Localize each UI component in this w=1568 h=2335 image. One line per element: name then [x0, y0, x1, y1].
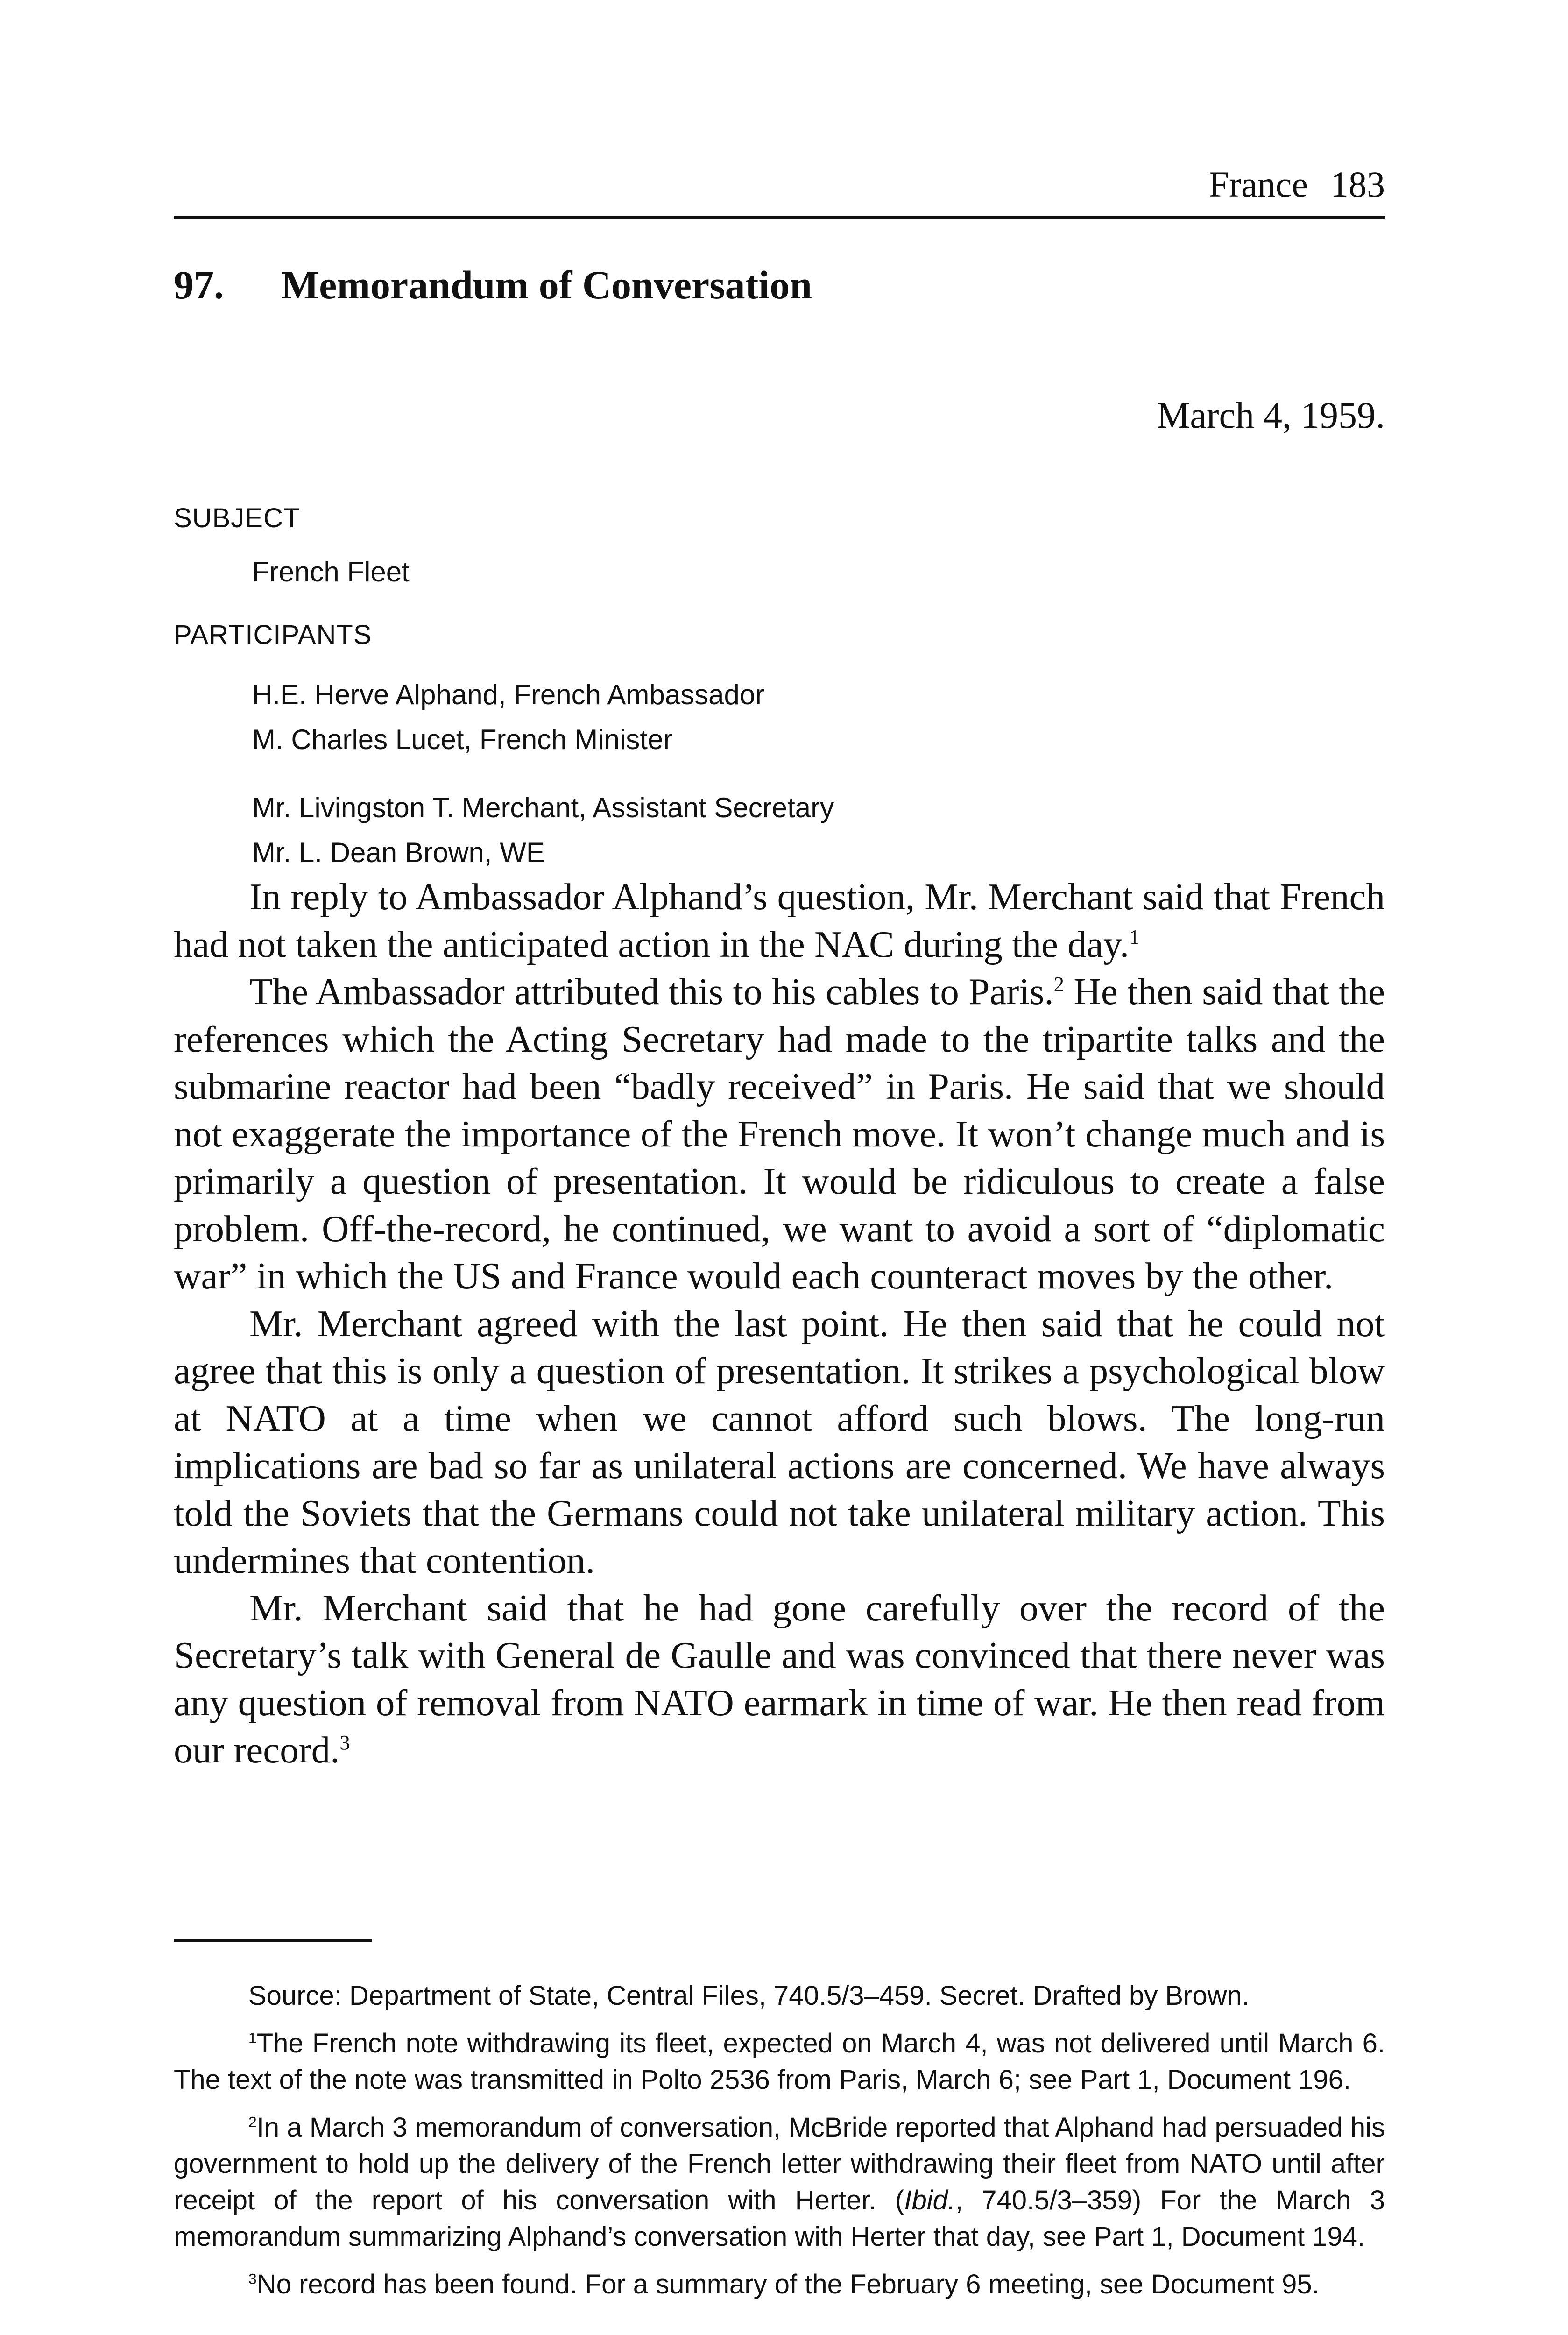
- participants-list: [252, 672, 834, 899]
- footnote-italic: Ibid.: [904, 2185, 955, 2215]
- footnote-mark: 2: [248, 2113, 257, 2130]
- subject-value: French Fleet: [252, 556, 410, 587]
- document-title: Memorandum of Conversation: [281, 262, 812, 307]
- participant: Mr. Livingston T. Merchant, Assistant Secretary: [252, 792, 834, 823]
- participant: H.E. Herve Alphand, French Ambassador: [252, 679, 765, 710]
- source-note: Source: Department of State, Central Files, 740.5/3–459. Secret. Drafted by Brown.: [248, 1981, 1250, 2011]
- participant: Mr. L. Dean Brown, WE: [252, 837, 545, 868]
- paragraph: [174, 873, 1385, 968]
- body-text: [174, 873, 1385, 1774]
- footnote-text: In a March 3 memorandum of conversation, McBride reported that Alphand had persuaded his government to hold up the delivery of the French letter withdrawing their fleet from NATO until after receipt of the report of his conversation with Herter. (: [174, 2112, 1385, 2215]
- participants-label: PARTICIPANTS: [174, 620, 372, 650]
- participants-french: [252, 672, 834, 762]
- footnote-rule: [174, 1939, 372, 1942]
- footnote-ref: 2: [1053, 972, 1064, 996]
- document-date: March 4, 1959.: [1157, 395, 1385, 436]
- footnote-text: The French note withdrawing its fleet, expected on March 4, was not delivered until March 6. The text of the note was transmitted in Polto 2536 from Paris, March 6; see Part 1, Document 196.: [174, 2028, 1385, 2095]
- footnote-ref: 3: [339, 1731, 350, 1754]
- footnote: [174, 2266, 1385, 2303]
- header-rule: [174, 216, 1385, 219]
- paragraph: Mr. Merchant agreed with the last point. He then said that he could not agree that this is only a question of presentation. It strikes a psychological blow at NATO at a time when we cannot afford such blows. The long-run implications are bad so far as unilateral actions are concerned. We have always told the Soviets that the Germans could not take unilateral military action. This undermines that contention.: [174, 1302, 1385, 1581]
- paragraph: [174, 968, 1385, 1300]
- document-number: 97.: [174, 262, 224, 307]
- page-number: 183: [1330, 164, 1385, 205]
- paragraph-text: In reply to Ambassador Alphand’s question, Mr. Merchant said that French had not taken the anticipated action in the NAC during the day.: [174, 876, 1385, 965]
- footnote: [174, 2025, 1385, 2098]
- footnote-text: No record has been found. For a summary of the February 6 meeting, see Document 95.: [256, 2269, 1320, 2300]
- paragraph-text: Mr. Merchant said that he had gone carefully over the record of the Secretary’s talk with General de Gaulle and was convinced that there never was any question of removal from NATO earmark in time of war. He then read from our record.: [174, 1586, 1385, 1771]
- participants-american: [252, 785, 834, 875]
- footnote: [174, 2109, 1385, 2255]
- footnote-mark: 1: [248, 2029, 257, 2046]
- footnotes: [174, 1978, 1385, 2314]
- paragraph: [174, 1585, 1385, 1774]
- footnote-ref: 1: [1129, 925, 1140, 948]
- paragraph-text: He then said that the references which the Acting Secretary had made to the tripartite talks and the submarine reactor had been “badly received” in Paris. He said that we should not exaggerate the importance of the French move. It won’t change much and is primarily a question of presentation. It would be ridiculous to create a false problem. Off-the-record, he continued, we want to avoid a sort of “diplomatic war” in which the US and France would each counteract moves by the other.: [174, 970, 1385, 1297]
- participant: M. Charles Lucet, French Minister: [252, 724, 673, 755]
- paragraph-text: The Ambassador attributed this to his cables to Paris.: [249, 970, 1054, 1012]
- document-heading: [174, 259, 812, 311]
- footnote-mark: 3: [248, 2270, 257, 2287]
- running-head-section: France: [1208, 164, 1308, 205]
- subject-label: SUBJECT: [174, 503, 301, 533]
- running-head: [174, 161, 1385, 208]
- footnote-text: , 740.5/3–359) For the March 3 memorandum summarizing Alphand’s conversation with Herter that day, see Part 1, Document 194.: [174, 2185, 1385, 2252]
